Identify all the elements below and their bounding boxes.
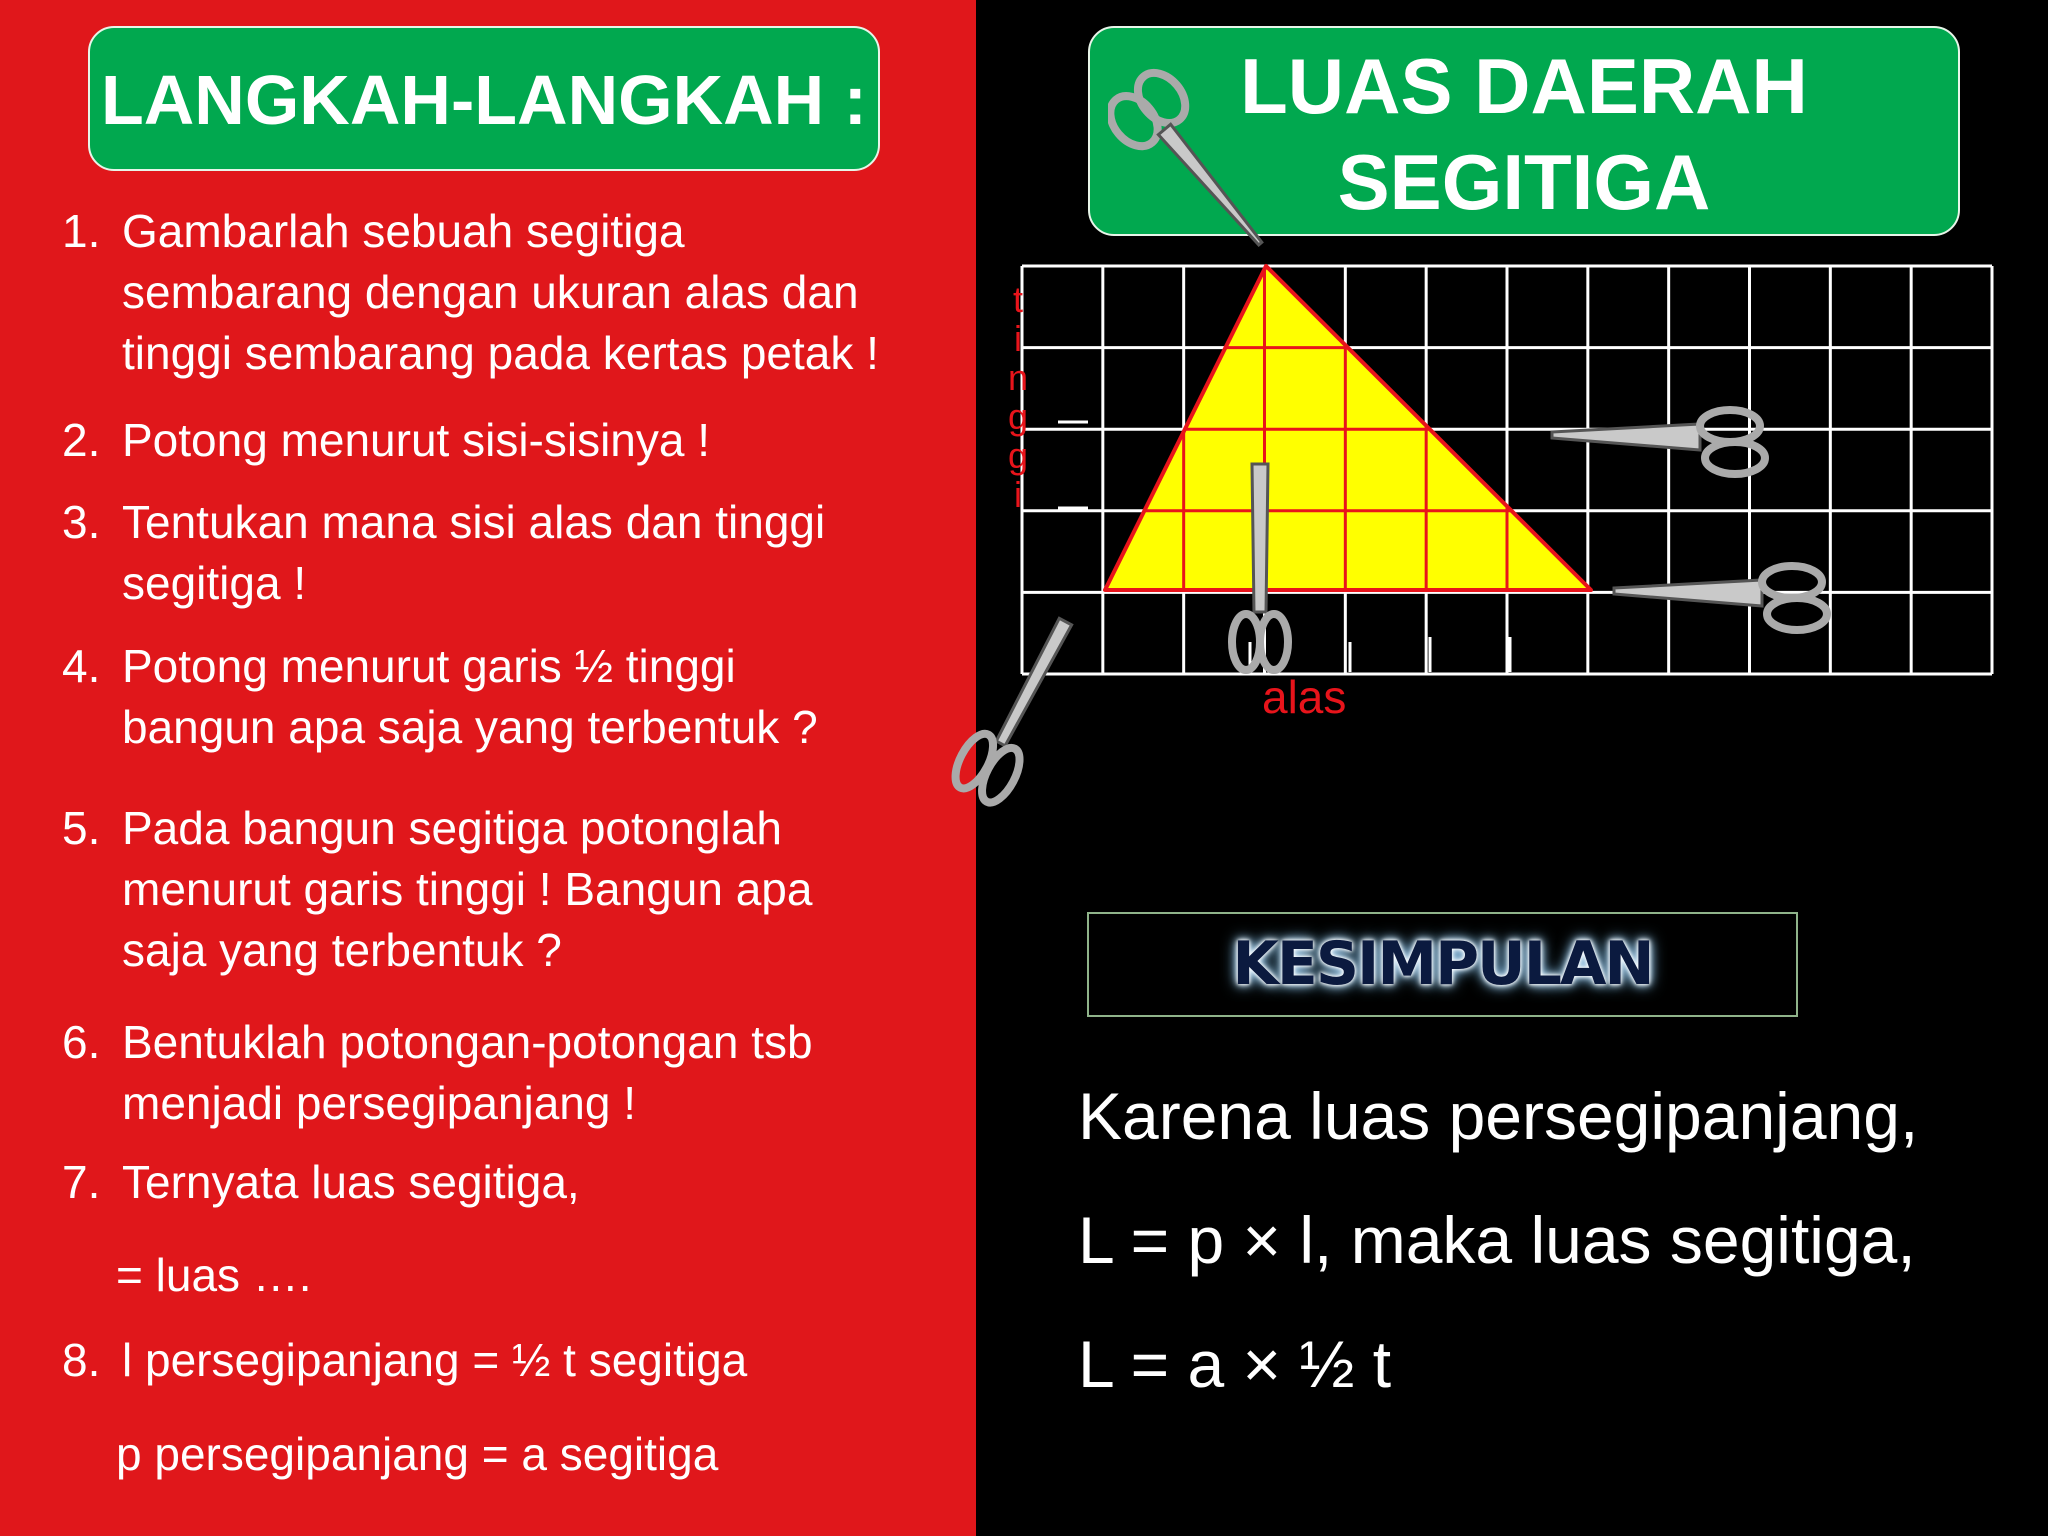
scissors-icon <box>1108 62 1284 272</box>
triangle-grid-diagram <box>1020 262 1995 682</box>
scissors-icon <box>948 608 1088 818</box>
scissors-icon <box>1550 402 1780 482</box>
step-4: 4. Potong menurut garis ½ tinggi bangun apa saja yang terbentuk ? <box>62 640 818 753</box>
main-title-line1: LUAS DAERAH <box>1240 42 1808 130</box>
step-7-continuation: = luas …. <box>116 1249 312 1301</box>
step-8-continuation: p persegipanjang = a segitiga <box>116 1428 719 1480</box>
steps-title-banner <box>88 26 880 171</box>
scissors-icon <box>1612 558 1842 638</box>
step-2: 2. Potong menurut sisi-sisinya ! <box>62 414 711 466</box>
main-title-line2: SEGITIGA <box>1337 138 1711 226</box>
step-3: 3. Tentukan mana sisi alas dan tinggi segitiga ! <box>62 496 826 609</box>
conclusion-line-1: Karena luas persegipanjang, <box>1078 1079 1919 1153</box>
step-8: 8. l persegipanjang = ½ t segitiga <box>62 1334 748 1386</box>
kesimpulan-box <box>1087 912 1798 1017</box>
tinggi-label: t i n g g i <box>1007 279 1029 515</box>
conclusion-line-2: L = p × l, maka luas segitiga, <box>1078 1203 1916 1277</box>
scissors-icon <box>1222 462 1298 686</box>
conclusion-line-3: L = a × ½ t <box>1078 1327 1392 1401</box>
step-7: 7. Ternyata luas segitiga, <box>62 1156 580 1208</box>
step-6: 6. Bentuklah potongan-potongan tsb menjadi persegipanjang ! <box>62 1016 813 1129</box>
step-1: 1. Gambarlah sebuah segitiga sembarang dengan ukuran alas dan tinggi sembarang pada kertas petak ! <box>62 205 879 379</box>
steps-title: LANGKAH-LANGKAH : <box>100 61 867 139</box>
kesimpulan-label: KESIMPULAN <box>1232 929 1653 999</box>
alas-label: alas <box>1262 671 1347 723</box>
step-5: 5. Pada bangun segitiga potonglah menurut garis tinggi ! Bangun apa saja yang terbentuk ? <box>62 802 813 976</box>
